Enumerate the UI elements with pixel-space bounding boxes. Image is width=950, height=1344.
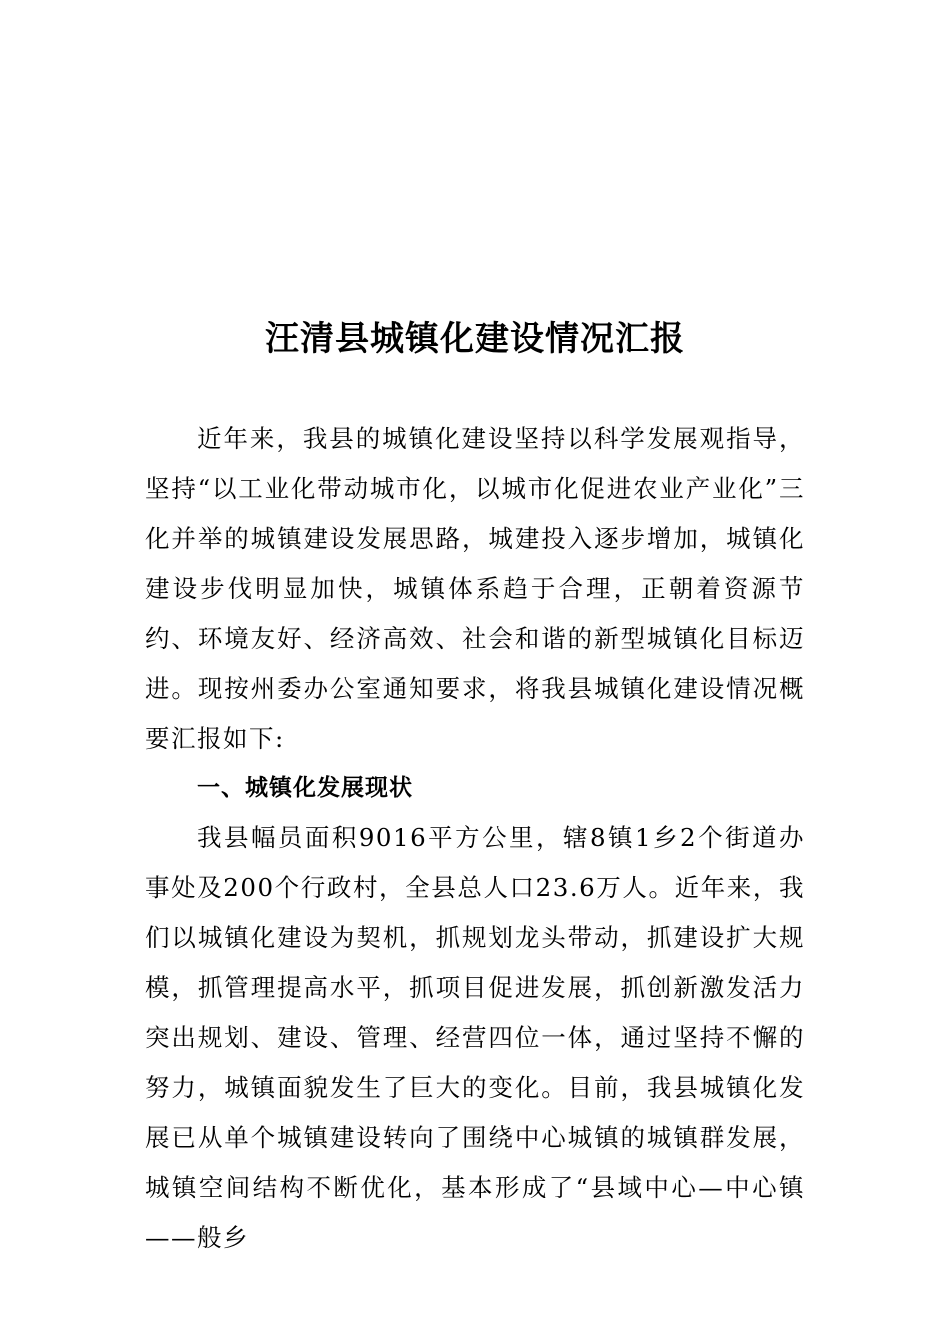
document-title: 汪清县城镇化建设情况汇报	[265, 319, 685, 359]
intro-paragraph: 近年来，我县的城镇化建设坚持以科学发展观指导，坚持“以工业化带动城市化，以城市化促进农业产业化”三化并举的城镇建设发展思路，城建投入逐步增加，城镇化建设步伐明显加快，城镇体系趋于合理，正朝着资源节约、环境友好、经济高效、社会和谐的新型城镇化目标迈进。现按州委办公室通知要求，将我县城镇化建设情况概要汇报如下:	[145, 424, 805, 753]
section-heading: 一、城镇化发展现状	[197, 775, 413, 801]
section-paragraph: 我县幅员面积9016平方公里，辖8镇1乡2个街道办事处及200个行政村，全县总人口23.6万人。近年来，我们以城镇化建设为契机，抓规划龙头带动，抓建设扩大规模，抓管理提高水平，抓项目促进发展，抓创新激发活力突出规划、建设、管理、经营四位一体，通过坚持不懈的努力，城镇面貌发生了巨大的变化。目前，我县城镇化发展已从单个城镇建设转向了围绕中心城镇的城镇群发展，城镇空间结构不断优化，基本形成了“县域中心—中心镇——般乡	[145, 823, 805, 1252]
